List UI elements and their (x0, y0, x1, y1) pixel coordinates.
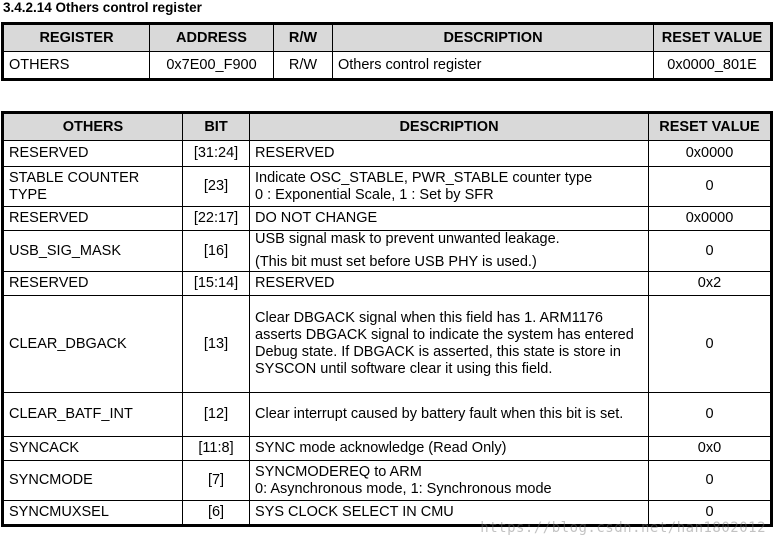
summary-row (4, 52, 771, 79)
field-description-line: 0: Asynchronous mode, 1: Synchronous mode (255, 480, 552, 497)
field-name: SYNCMUXSEL (4, 501, 183, 525)
register-reset-value: 0x0000_801E (654, 52, 771, 79)
field-reset-value: 0 (649, 501, 771, 525)
field-description (250, 296, 649, 393)
field-reset-value: 0 (649, 461, 771, 501)
header-others: OTHERS (4, 114, 183, 141)
field-reset-value: 0x2 (649, 272, 771, 296)
field-description-line: RESERVED (255, 145, 335, 161)
bit-field-row (4, 393, 771, 437)
register-name: OTHERS (4, 52, 150, 79)
field-reset-value: 0x0 (649, 437, 771, 461)
bit-field-row (4, 461, 771, 501)
field-bit: [31:24] (183, 141, 250, 167)
bit-field-row (4, 272, 771, 296)
field-bit: [23] (183, 167, 250, 207)
field-bit: [11:8] (183, 437, 250, 461)
summary-header-row (4, 25, 771, 52)
field-bit: [6] (183, 501, 250, 525)
field-bit: [16] (183, 231, 250, 272)
field-bit: [13] (183, 296, 250, 393)
header-bit-description: DESCRIPTION (250, 114, 649, 141)
header-address: ADDRESS (150, 25, 274, 52)
field-name: CLEAR_DBGACK (4, 296, 183, 393)
field-description (250, 272, 649, 296)
field-reset-value: 0 (649, 231, 771, 272)
field-description-line: Indicate OSC_STABLE, PWR_STABLE counter type (255, 169, 593, 186)
header-register: REGISTER (4, 25, 150, 52)
section-heading: 3.4.2.14 Others control register (3, 0, 202, 15)
bit-field-row (4, 501, 771, 525)
header-bit: BIT (183, 114, 250, 141)
field-description (250, 437, 649, 461)
register-rw: R/W (274, 52, 333, 79)
field-description-line: Clear interrupt caused by battery fault when this bit is set. (255, 406, 624, 422)
field-name: STABLE COUNTER TYPE (4, 167, 183, 207)
field-name: RESERVED (4, 141, 183, 167)
field-description-line: SYS CLOCK SELECT IN CMU (255, 504, 454, 520)
bit-field-row (4, 141, 771, 167)
field-description-line: (This bit must set before USB PHY is used.) (255, 254, 537, 270)
field-description (250, 393, 649, 437)
field-description (250, 167, 649, 207)
bit-field-table (3, 113, 771, 525)
field-name: SYNCACK (4, 437, 183, 461)
bit-field-row (4, 167, 771, 207)
field-description (250, 141, 649, 167)
header-bit-reset-value: RESET VALUE (649, 114, 771, 141)
field-name: CLEAR_BATF_INT (4, 393, 183, 437)
field-reset-value: 0x0000 (649, 141, 771, 167)
field-name: USB_SIG_MASK (4, 231, 183, 272)
register-summary-table (3, 24, 771, 79)
field-bit: [12] (183, 393, 250, 437)
field-description (250, 231, 649, 272)
field-description-line: 0 : Exponential Scale, 1 : Set by SFR (255, 186, 494, 203)
header-description: DESCRIPTION (333, 25, 654, 52)
field-reset-value: 0x0000 (649, 207, 771, 231)
bit-field-row (4, 231, 771, 272)
field-description-line: RESERVED (255, 275, 335, 291)
watermark-text: https://blog.csdn.net/han1802012 (480, 520, 766, 536)
field-description-line: DO NOT CHANGE (255, 210, 378, 226)
header-reset-value: RESET VALUE (654, 25, 771, 52)
field-description (250, 207, 649, 231)
field-name: RESERVED (4, 272, 183, 296)
field-description-line: USB signal mask to prevent unwanted leakage. (255, 231, 560, 247)
field-description (250, 461, 649, 501)
register-address: 0x7E00_F900 (150, 52, 274, 79)
bit-field-row (4, 437, 771, 461)
field-name: RESERVED (4, 207, 183, 231)
field-name: SYNCMODE (4, 461, 183, 501)
header-rw: R/W (274, 25, 333, 52)
bit-field-row (4, 296, 771, 393)
field-bit: [15:14] (183, 272, 250, 296)
field-description-line: SYNCMODEREQ to ARM (255, 463, 422, 480)
field-reset-value: 0 (649, 393, 771, 437)
register-description: Others control register (333, 52, 654, 79)
field-reset-value: 0 (649, 167, 771, 207)
bits-header-row (4, 114, 771, 141)
field-bit: [22:17] (183, 207, 250, 231)
field-description (250, 501, 649, 525)
field-description-line: Clear DBGACK signal when this field has 1. ARM1176 asserts DBGACK signal to indicate the system has entered Debug state. If DBGACK is asserted, this state is store in SYSCON until software clear it using this field. (255, 310, 634, 377)
field-description-line: SYNC mode acknowledge (Read Only) (255, 440, 507, 456)
field-bit: [7] (183, 461, 250, 501)
field-reset-value: 0 (649, 296, 771, 393)
bit-field-row (4, 207, 771, 231)
